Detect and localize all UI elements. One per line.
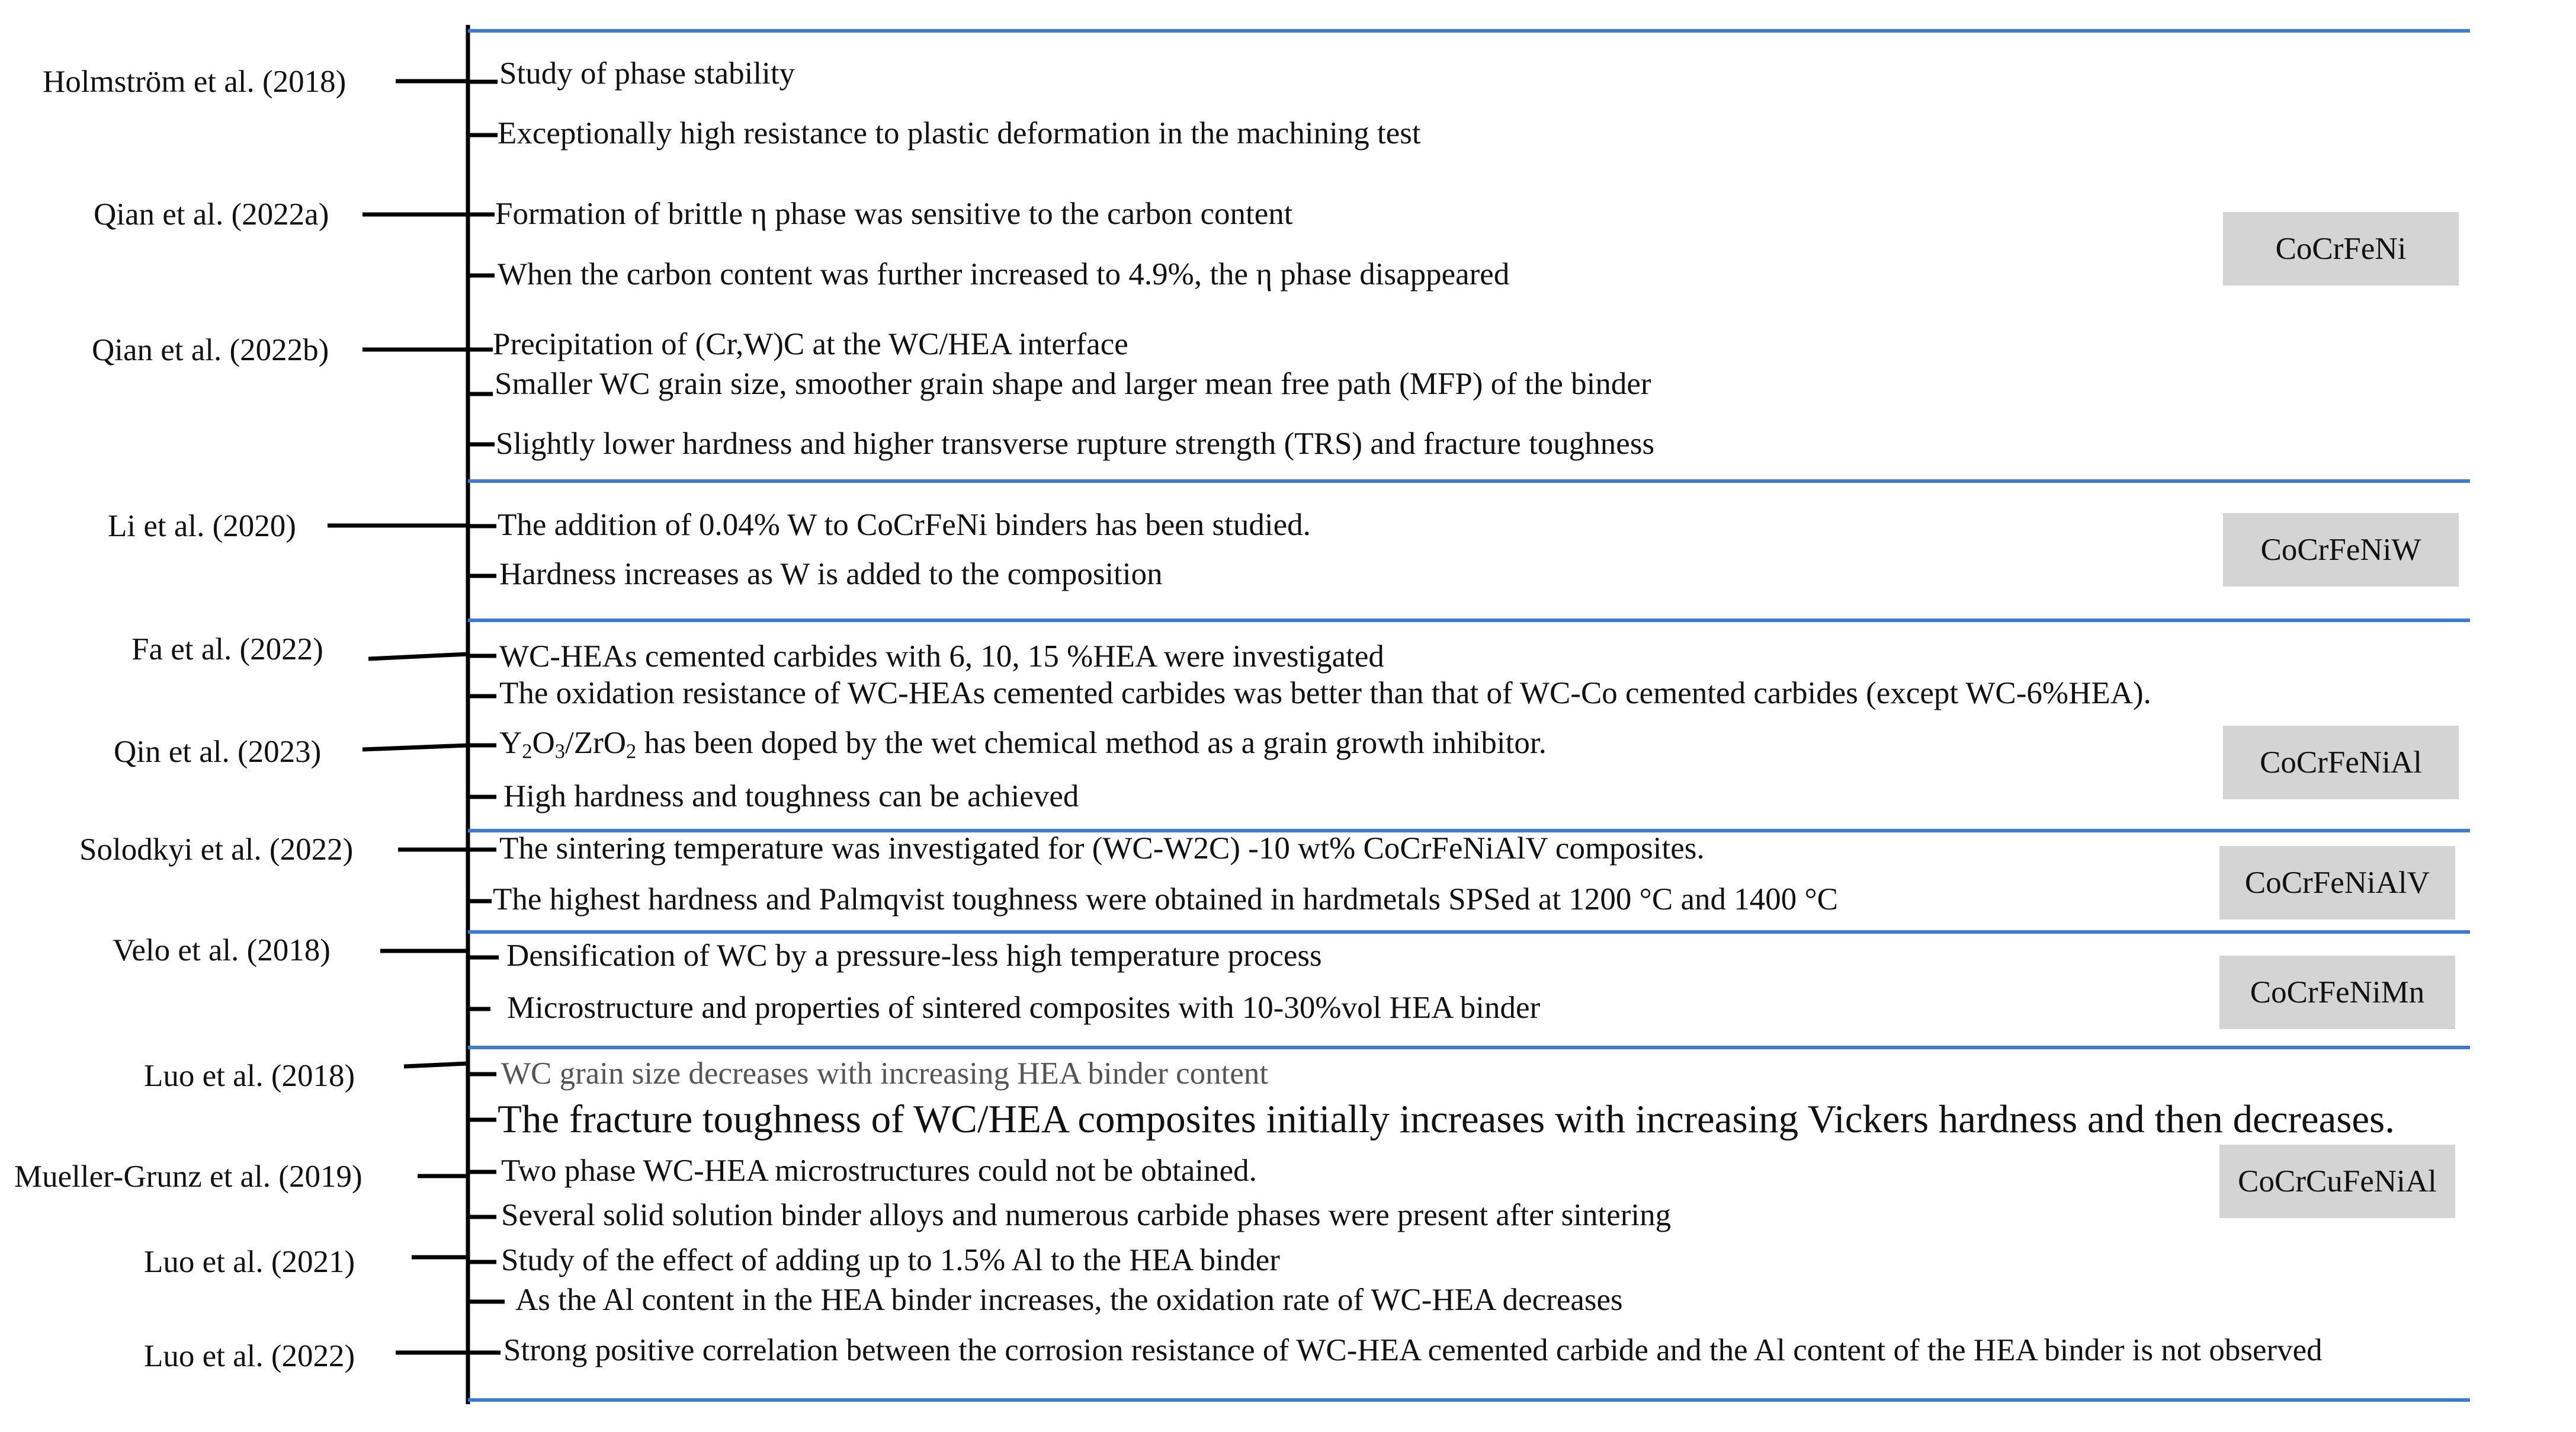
group-box-cocrfeni <box>2223 212 2459 286</box>
finding-text: Microstructure and properties of sintered composites with 10-30%vol HEA binder <box>507 991 1541 1025</box>
finding-text: The highest hardness and Palmqvist toughness were obtained in hardmetals SPSed at 1200 °C and 1400 °C <box>493 882 1839 917</box>
author-connector <box>362 745 468 749</box>
finding-text: Hardness increases as W is added to the composition <box>499 557 1163 591</box>
author-label: Luo et al. (2021) <box>144 1245 355 1279</box>
finding-text: The sintering temperature was investigated for (WC-W2C) -10 wt% CoCrFeNiAlV composites. <box>499 831 1705 866</box>
finding-text: High hardness and toughness can be achieved <box>503 779 1079 813</box>
group-label: CoCrFeNiW <box>2260 533 2421 567</box>
group-label: CoCrFeNiAlV <box>2244 866 2430 900</box>
group-label: CoCrCuFeNiAl <box>2238 1164 2437 1199</box>
finding-text: WC-HEAs cemented carbides with 6, 10, 15 %HEA were investigated <box>499 639 1384 674</box>
group-label: CoCrFeNi <box>2275 232 2407 266</box>
author-label: Holmström et al. (2018) <box>43 65 347 99</box>
group-box-cocrcufenial <box>2219 1145 2455 1218</box>
author-connector <box>404 1063 468 1066</box>
author-label: Mueller-Grunz et al. (2019) <box>14 1159 362 1194</box>
author-label: Luo et al. (2022) <box>144 1339 355 1373</box>
finding-text: The addition of 0.04% W to CoCrFeNi binders has been studied. <box>498 508 1311 542</box>
finding-text: Formation of brittle η phase was sensitive to the carbon content <box>495 197 1293 231</box>
finding-text: $Y_2O_3/ZrO_2$ has been doped by the wet chemical method as a grain growth inhibitor. <box>499 726 1547 763</box>
finding-text: The fracture toughness of WC/HEA composites initially increases with increasing Vickers hardness and then decreases. <box>498 1097 2395 1141</box>
author-connector <box>368 654 468 659</box>
group-box-cocrfeniw <box>2223 513 2459 587</box>
author-label: Li et al. (2020) <box>108 509 296 543</box>
finding-text: Slightly lower hardness and higher transverse rupture strength (TRS) and fracture toughness <box>496 427 1655 461</box>
finding-text: Strong positive correlation between the corrosion resistance of WC-HEA cemented carbide and the Al content of the HEA binder is not observed <box>503 1333 2322 1367</box>
author-label: Qian et al. (2022b) <box>92 333 329 367</box>
author-label: Velo et al. (2018) <box>113 933 331 968</box>
finding-text: As the Al content in the HEA binder increases, the oxidation rate of WC-HEA decreases <box>515 1283 1623 1317</box>
finding-text: Precipitation of (Cr,W)C at the WC/HEA interface <box>493 327 1128 361</box>
author-label: Qin et al. (2023) <box>114 735 322 769</box>
finding-text: The oxidation resistance of WC-HEAs cemented carbides was better than that of WC-Co cemented carbides (except WC-6%HEA). <box>499 676 2151 710</box>
group-label: CoCrFeNiMn <box>2250 975 2425 1010</box>
group-box-cocrfenialv <box>2219 846 2455 920</box>
author-label: Solodkyi et al. (2022) <box>79 832 354 867</box>
finding-text: Study of phase stability <box>499 56 795 91</box>
group-box-cocrfenial <box>2223 726 2459 799</box>
author-label: Fa et al. (2022) <box>131 632 323 667</box>
author-label: Qian et al. (2022a) <box>94 197 329 232</box>
finding-text: Two phase WC-HEA microstructures could not be obtained. <box>501 1154 1257 1188</box>
finding-text: Densification of WC by a pressure-less high temperature process <box>506 938 1322 973</box>
finding-text: Smaller WC grain size, smoother grain shape and larger mean free path (MFP) of the binder <box>495 367 1651 401</box>
finding-text: WC grain size decreases with increasing HEA binder content <box>501 1056 1269 1091</box>
finding-text: Study of the effect of adding up to 1.5% Al to the HEA binder <box>501 1243 1280 1277</box>
group-label: CoCrFeNiAl <box>2260 745 2422 780</box>
group-box-cocrfenimn <box>2219 956 2455 1029</box>
finding-text: When the carbon content was further increased to 4.9%, the η phase disappeared <box>498 257 1510 291</box>
finding-text: Several solid solution binder alloys and numerous carbide phases were present after sintering <box>501 1198 1672 1232</box>
finding-text: Exceptionally high resistance to plastic deformation in the machining test <box>498 116 1421 150</box>
author-label: Luo et al. (2018) <box>144 1059 355 1093</box>
